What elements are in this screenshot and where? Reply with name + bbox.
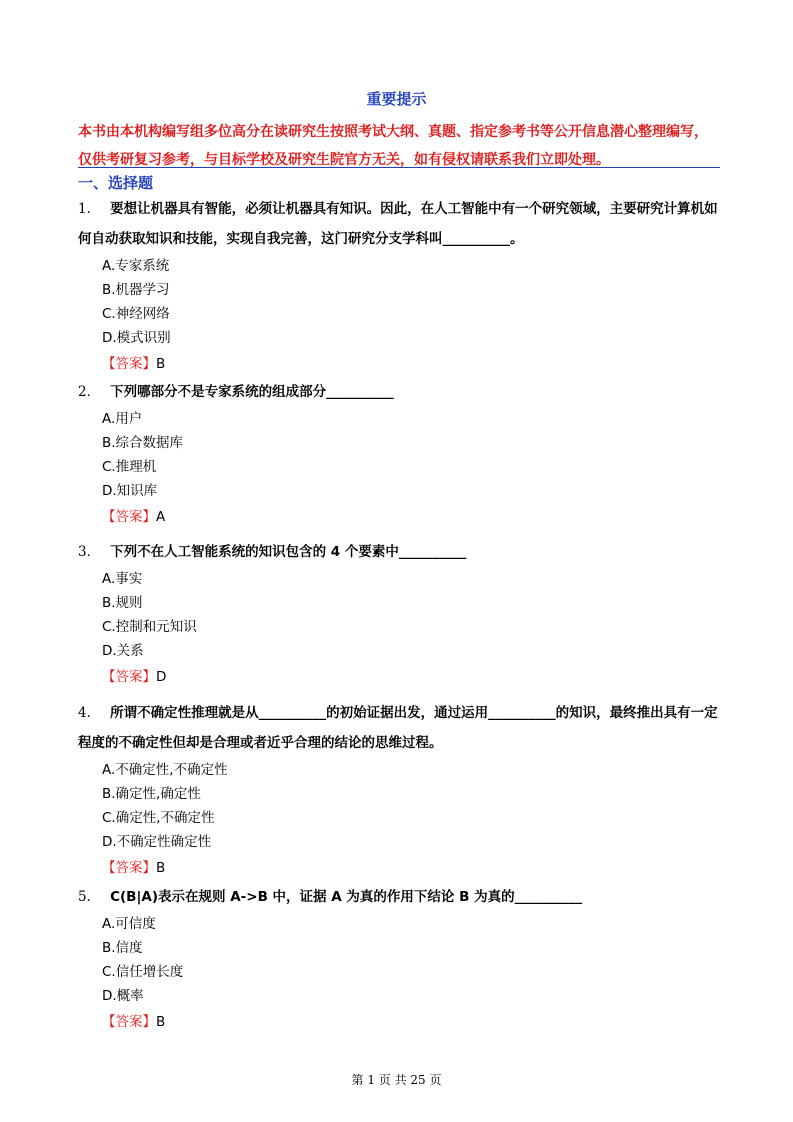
answer-value: A <box>156 509 166 525</box>
option-a: A.事实 <box>102 571 143 587</box>
option-d: D.不确定性确定性 <box>102 834 212 850</box>
question-stem <box>78 882 720 912</box>
answer-line <box>102 351 720 377</box>
copyright-notice: 本书由本机构编写组多位高分在读研究生按照考试大纲、真题、指定参考书等公开信息潜心整理编写，仅供考研复习参考，与目标学校及研究生院官方无关，如有侵权请联系我们立即处理。 <box>78 124 708 168</box>
option-a: A.用户 <box>102 411 143 427</box>
answer-label: 【答案】 <box>102 669 156 685</box>
answer-label: 【答案】 <box>102 356 156 372</box>
question-number: 3． <box>78 544 101 560</box>
page-number: 第 1 页 共 25 页 <box>351 1073 442 1087</box>
question-4 <box>78 698 720 881</box>
question-text: 下列哪部分不是专家系统的组成部分__________ <box>110 384 394 400</box>
question-3 <box>78 537 720 690</box>
question-1 <box>78 194 720 377</box>
option-d: D.关系 <box>102 643 144 659</box>
question-stem <box>78 698 720 758</box>
answer-label: 【答案】 <box>102 1014 156 1030</box>
answer-value: D <box>156 669 167 685</box>
question-number: 1． <box>78 201 101 217</box>
option-d: D.概率 <box>102 988 144 1004</box>
question-number: 5． <box>78 889 101 905</box>
answer-line <box>102 855 720 881</box>
question-stem <box>78 377 720 407</box>
option-c: C.神经网络 <box>102 306 170 322</box>
option-d: D.知识库 <box>102 483 158 499</box>
answer-label: 【答案】 <box>102 509 156 525</box>
question-number: 4． <box>78 705 101 721</box>
question-text: 要想让机器具有智能，必须让机器具有知识。因此，在人工智能中有一个研究领域，主要研究计算机如何自动获取知识和技能，实现自我完善，这门研究分支学科叫__________。 <box>78 201 718 247</box>
option-a: A.可信度 <box>102 916 156 932</box>
answer-value: B <box>156 860 166 876</box>
option-c: C.推理机 <box>102 459 157 475</box>
question-text: 下列不在人工智能系统的知识包含的 4 个要素中__________ <box>110 544 467 560</box>
option-a: A.专家系统 <box>102 258 170 274</box>
option-b: B.规则 <box>102 595 143 611</box>
answer-line <box>102 1009 720 1035</box>
option-b: B.确定性,确定性 <box>102 786 201 802</box>
option-b: B.机器学习 <box>102 282 170 298</box>
option-b: B.综合数据库 <box>102 435 184 451</box>
option-c: C.信任增长度 <box>102 964 184 980</box>
question-5 <box>78 882 720 1035</box>
question-2 <box>78 377 720 530</box>
option-c: C.控制和元知识 <box>102 619 197 635</box>
option-d: D.模式识别 <box>102 330 171 346</box>
option-a: A.不确定性,不确定性 <box>102 762 228 778</box>
answer-line <box>102 664 720 690</box>
question-text: 所谓不确定性推理就是从__________的初始证据出发，通过运用__________的知识，最终推出具有一定程度的不确定性但却是合理或者近乎合理的结论的思维过程。 <box>78 705 718 751</box>
divider <box>78 167 720 168</box>
section-title: 一、选择题 <box>78 174 154 192</box>
answer-value: B <box>156 356 166 372</box>
option-b: B.信度 <box>102 940 143 956</box>
option-c: C.确定性,不确定性 <box>102 810 215 826</box>
answer-line <box>102 504 720 530</box>
question-stem <box>78 194 720 254</box>
answer-value: B <box>156 1014 166 1030</box>
page-title: 重要提示 <box>366 90 427 108</box>
answer-label: 【答案】 <box>102 860 156 876</box>
question-number: 2． <box>78 384 101 400</box>
question-stem <box>78 537 720 567</box>
question-text: C(B|A)表示在规则 A->B 中，证据 A 为真的作用下结论 B 为真的__________ <box>110 889 583 905</box>
